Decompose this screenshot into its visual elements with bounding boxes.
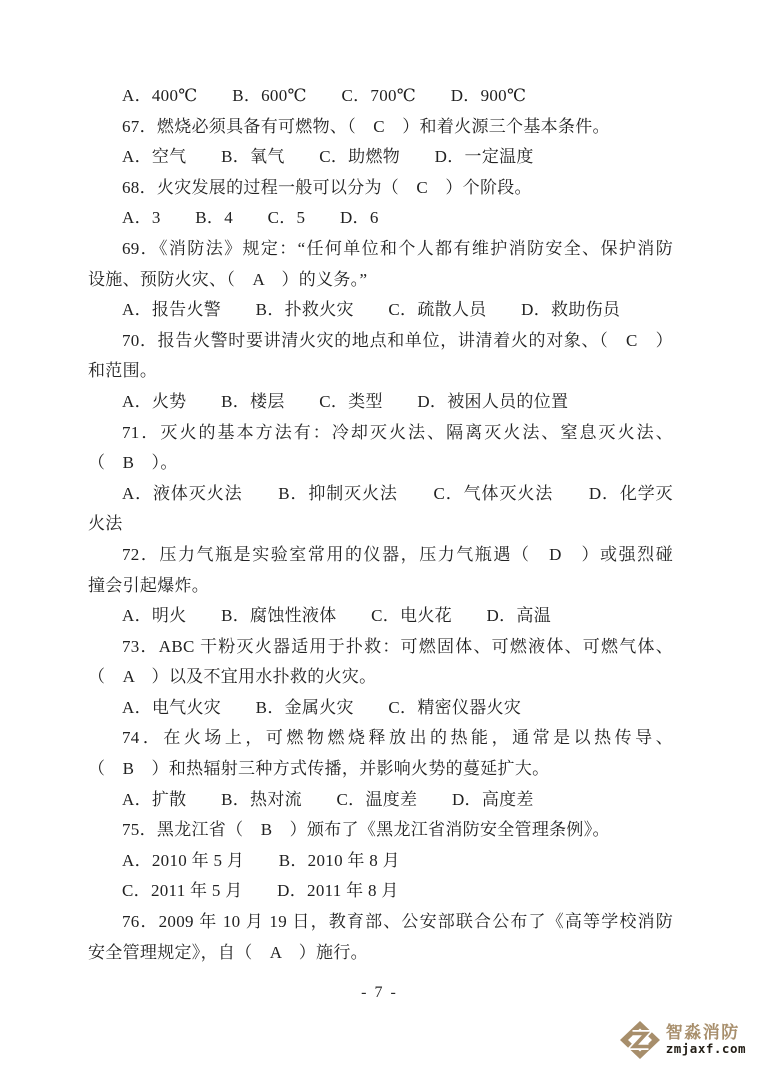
document-line: 68．火灾发展的过程一般可以分为（ C ）个阶段。 bbox=[122, 177, 532, 197]
watermark-text bbox=[666, 1024, 746, 1056]
document-line: 安全管理规定》，自（ A ）施行。 bbox=[88, 942, 368, 962]
document-line: A．液体灭火法 B．抑制灭火法 C．气体灭火法 D．化学灭 bbox=[122, 483, 673, 503]
document-line: （ B ）和热辐射三种方式传播，并影响火势的蔓延扩大。 bbox=[88, 759, 550, 779]
document-line: A．明火 B．腐蚀性液体 C．电火花 D．高温 bbox=[122, 606, 552, 626]
document-line: A．电气火灾 B．金属火灾 C．精密仪器火灾 bbox=[122, 697, 522, 717]
document-line: A．扩散 B．热对流 C．温度差 D．高度差 bbox=[122, 789, 534, 809]
document-line: 撞会引起爆炸。 bbox=[88, 575, 210, 595]
site-watermark bbox=[619, 1020, 746, 1060]
document-line: A．400℃ B．600℃ C．700℃ D．900℃ bbox=[122, 86, 527, 105]
question-list bbox=[88, 81, 673, 968]
document-line: 70．报告火警时要讲清火灾的地点和单位，讲清着火的对象、（ C ） bbox=[122, 330, 673, 350]
document-line: A．3 B．4 C．5 D．6 bbox=[122, 208, 379, 228]
document-line: （ A ）以及不宜用水扑救的火灾。 bbox=[88, 667, 377, 687]
document-line: 76．2009 年 10 月 19 日，教育部、公安部联合公布了《高等学校消防 bbox=[122, 912, 673, 932]
document-line: 74．在火场上，可燃物燃烧释放出的热能，通常是以热传导、 bbox=[122, 728, 673, 748]
document-line: 71．灭火的基本方法有：冷却灭火法、隔离灭火法、窒息灭火法、 bbox=[122, 422, 673, 442]
document-line: 和范围。 bbox=[88, 361, 158, 381]
document-line: （ B ）。 bbox=[88, 453, 178, 473]
document-line: 火法 bbox=[88, 514, 123, 534]
watermark-domain-text: zmjaxf.com bbox=[665, 1041, 746, 1057]
document-line: A．2010 年 5 月 B．2010 年 8 月 bbox=[122, 850, 400, 870]
watermark-brand-text: 智淼消防 bbox=[665, 1023, 740, 1043]
page-number: - 7 - bbox=[361, 984, 398, 1001]
document-line: 72．压力气瓶是实验室常用的仪器，压力气瓶遇（ D ）或强烈碰 bbox=[122, 544, 673, 564]
document-line: C．2011 年 5 月 D．2011 年 8 月 bbox=[122, 881, 399, 901]
document-line: 67．燃烧必须具备有可燃物、（ C ）和着火源三个基本条件。 bbox=[122, 116, 610, 136]
document-line: 设施、预防火灾、（ A ）的义务。” bbox=[88, 269, 368, 289]
document-line: 75．黑龙江省（ B ）颁布了《黑龙江省消防安全管理条例》。 bbox=[122, 820, 610, 840]
document-line: 73．ABC 干粉灭火器适用于扑救：可燃固体、可燃液体、可燃气体、 bbox=[122, 636, 673, 656]
document-line: 69．《消防法》规定：“任何单位和个人都有维护消防安全、保护消防 bbox=[122, 238, 673, 258]
document-line: A．火势 B．楼层 C．类型 D．被困人员的位置 bbox=[122, 391, 569, 411]
diamond-z-logo-icon bbox=[619, 1020, 661, 1060]
document-line: A．空气 B．氧气 C．助燃物 D．一定温度 bbox=[122, 147, 534, 167]
document-line: A．报告火警 B．扑救火灾 C．疏散人员 D．救助伤员 bbox=[122, 300, 621, 320]
